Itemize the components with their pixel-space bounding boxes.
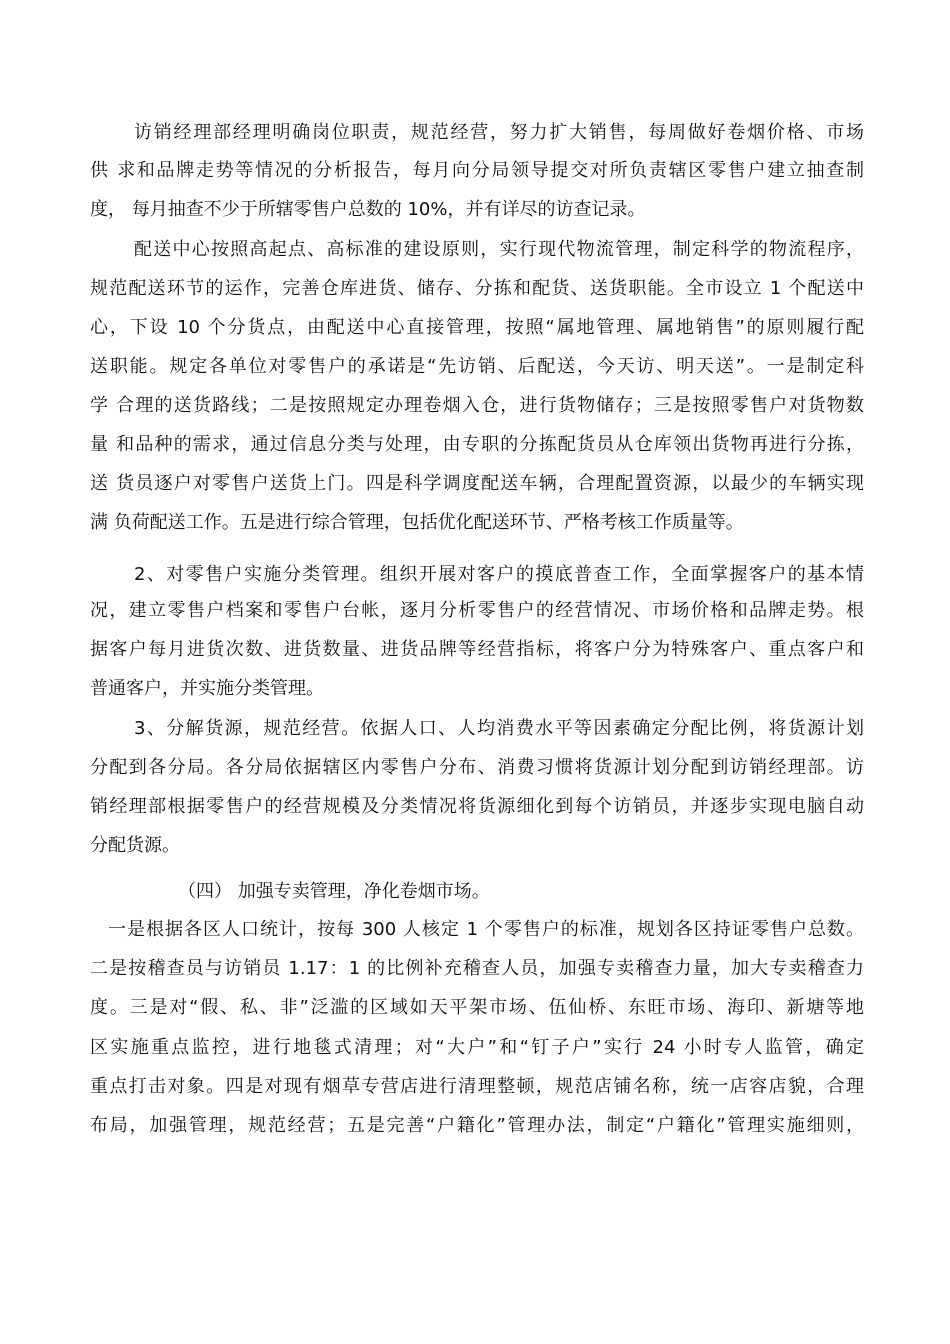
body-text-line: 送 货员逐户对零售户送货上门。四是科学调度配送车辆，合理配置资源，以最少的车辆实现 (90, 473, 864, 494)
body-text-line: 一是根据各区人口统计，按每 300 人核定 1 个零售户的标准，规划各区持证零售户总数。 (108, 919, 864, 940)
body-text-line: 心，下设 10 个分货点，由配送中心直接管理，按照“属地管理、属地销售”的原则履行配 (90, 317, 864, 338)
body-text-line: 2、对零售户实施分类管理。组织开展对客户的摸底普查工作，全面掌握客户的基本情 (134, 564, 864, 585)
body-text-line: 重点打击对象。四是对现有烟草专营店进行清理整顿，规范店铺名称，统一店容店貌，合理 (90, 1076, 864, 1097)
body-text-line: 分配到各分局。各分局依据辖区内零售户分布、消费习惯将货源计划分配到访销经理部。访 (90, 757, 864, 778)
body-text-line: 度， 每月抽查不少于所辖零售户总数的 10%，并有详尽的访查记录。 (90, 199, 646, 220)
body-text-line: 度。三是对“假、私、非”泛滥的区域如天平架市场、伍仙桥、东旺市场、海印、新塘等地 (90, 997, 864, 1018)
body-text-line: 区实施重点监控，进行地毯式清理；对“大户”和“钉子户”实行 24 小时专人监管，确定 (90, 1037, 864, 1058)
body-text-line: 量 和品种的需求，通过信息分类与处理，由专职的分拣配货员从仓库领出货物再进行分拣， (90, 434, 864, 455)
body-text-line: 配送中心按照高起点、高标准的建设原则，实行现代物流管理，制定科学的物流程序， (134, 239, 864, 260)
body-text-line: 规范配送环节的运作，完善仓库进货、储存、分拣和配货、送货职能。全市设立 1 个配送中 (90, 278, 864, 299)
body-text-line: 3、分解货源，规范经营。依据人口、人均消费水平等因素确定分配比例，将货源计划 (134, 718, 864, 739)
body-text-line: 满 负荷配送工作。五是进行综合管理，包括优化配送环节、严格考核工作质量等。 (90, 512, 744, 533)
body-text-line: 普通客户，并实施分类管理。 (90, 678, 324, 699)
body-text-line: 况，建立零售户档案和零售户台帐，逐月分析零售户的经营情况、市场价格和品牌走势。根 (90, 600, 864, 621)
body-text-line: 送职能。规定各单位对零售户的承诺是“先访销、后配送，今天访、明天送”。一是制定科 (90, 356, 864, 377)
section-heading: （四） 加强专卖管理，净化卷烟市场。 (178, 881, 490, 902)
body-text-line: 销经理部根据零售户的经营规模及分类情况将货源细化到每个访销员，并逐步实现电脑自动 (90, 796, 864, 817)
body-text-line: 访销经理部经理明确岗位职责，规范经营，努力扩大销售，每周做好卷烟价格、市场 (134, 122, 864, 143)
body-text-line: 供 求和品牌走势等情况的分析报告，每月向分局领导提交对所负责辖区零售户建立抽查制 (90, 160, 864, 181)
body-text-line: 二是按稽查员与访销员 1.17：1 的比例补充稽查人员，加强专卖稽查力量，加大专卖稽查力 (90, 958, 864, 979)
body-text-line: 学 合理的送货路线；二是按照规定办理卷烟入仓，进行货物储存；三是按照零售户对货物数 (90, 395, 864, 416)
body-text-line: 分配货源。 (90, 835, 180, 856)
body-text-line: 据客户每月进货次数、进货数量、进货品牌等经营指标，将客户分为特殊客户、重点客户和 (90, 639, 864, 660)
body-text-line: 布局，加强管理，规范经营；五是完善“户籍化”管理办法，制定“户籍化”管理实施细则， (90, 1115, 864, 1136)
